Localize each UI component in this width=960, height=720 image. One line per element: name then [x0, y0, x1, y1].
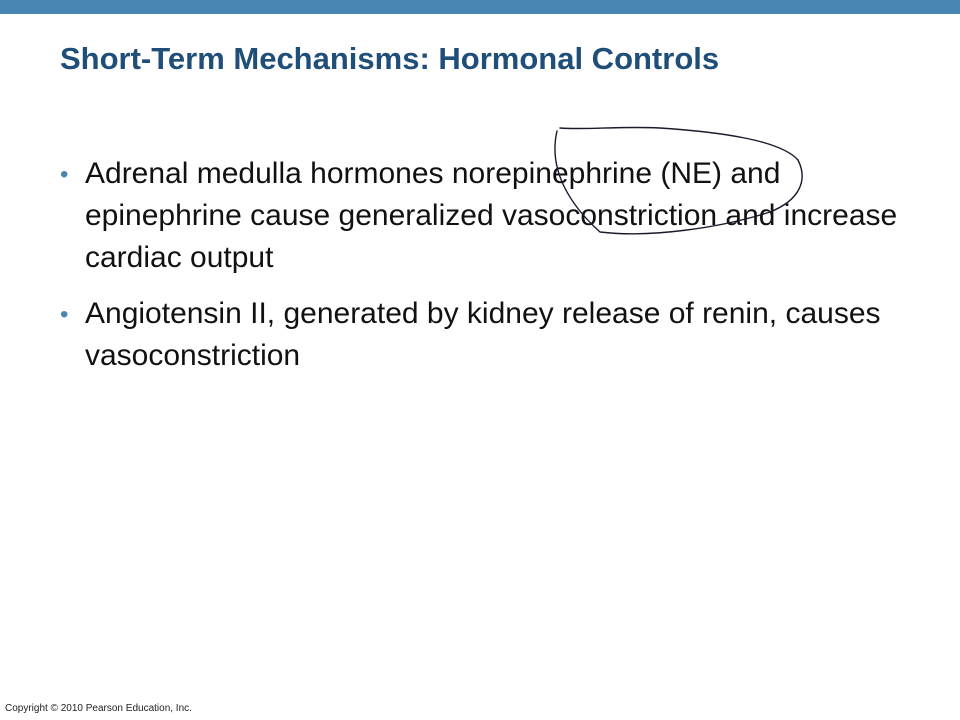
top-accent-bar — [0, 0, 960, 14]
bullet-item — [60, 153, 930, 279]
slide-title: Short-Term Mechanisms: Hormonal Controls — [60, 41, 720, 76]
bullet-text: Angiotensin II, generated by kidney release of renin, causes vasoconstriction — [85, 297, 881, 372]
bullet-marker: • — [60, 301, 69, 328]
bullet-marker: • — [60, 161, 69, 188]
bullet-text: Adrenal medulla hormones norepinephrine (NE) and epinephrine cause generalized vasoconstriction and increase cardiac output — [85, 157, 898, 274]
bullet-list — [60, 153, 930, 391]
copyright-footer: Copyright © 2010 Pearson Education, Inc. — [5, 703, 192, 714]
bullet-item — [60, 293, 930, 377]
